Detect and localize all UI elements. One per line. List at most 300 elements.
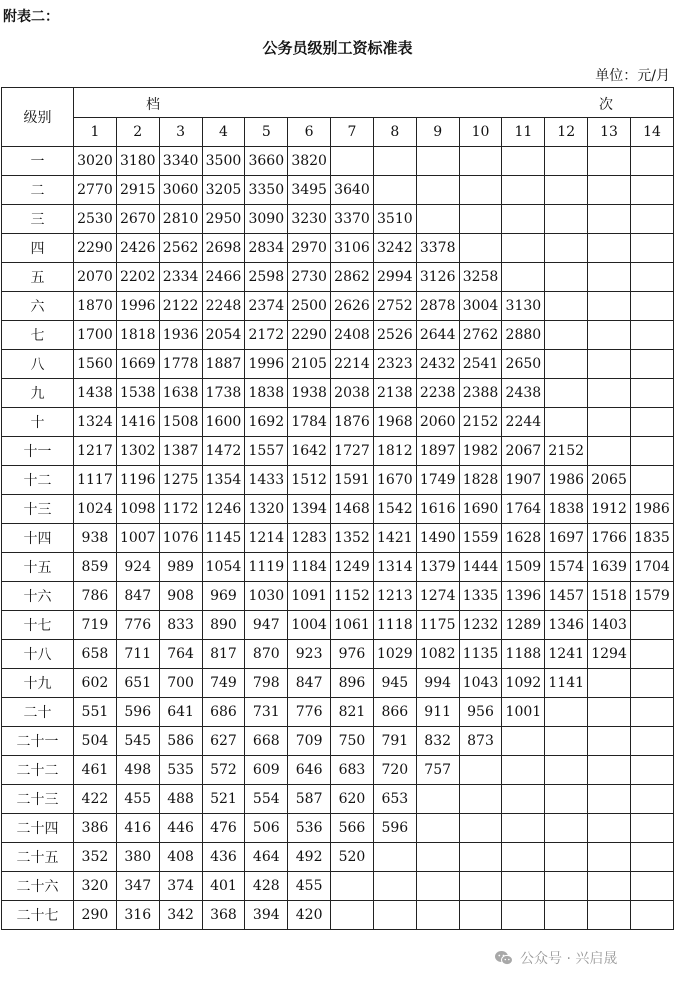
salary-cell xyxy=(502,872,545,901)
step-number-header: 14 xyxy=(630,118,673,147)
salary-cell: 1196 xyxy=(116,466,159,495)
salary-cell: 2054 xyxy=(202,321,245,350)
salary-cell xyxy=(588,292,631,321)
salary-cell: 3242 xyxy=(373,234,416,263)
grade-cell: 三 xyxy=(2,205,74,234)
salary-cell: 1098 xyxy=(116,495,159,524)
salary-cell xyxy=(545,698,588,727)
table-row xyxy=(2,176,674,205)
grade-cell: 十三 xyxy=(2,495,74,524)
table-row xyxy=(2,292,674,321)
salary-cell: 506 xyxy=(245,814,288,843)
grade-cell: 六 xyxy=(2,292,74,321)
salary-cell: 609 xyxy=(245,756,288,785)
salary-cell xyxy=(459,901,502,930)
salary-cell: 521 xyxy=(202,785,245,814)
salary-cell xyxy=(459,814,502,843)
salary-cell: 947 xyxy=(245,611,288,640)
salary-cell: 352 xyxy=(74,843,117,872)
salary-cell xyxy=(545,785,588,814)
salary-cell: 455 xyxy=(288,872,331,901)
salary-cell xyxy=(459,147,502,176)
salary-cell: 2698 xyxy=(202,234,245,263)
salary-cell: 2626 xyxy=(331,292,374,321)
salary-cell: 1870 xyxy=(74,292,117,321)
salary-cell: 566 xyxy=(331,814,374,843)
salary-cell xyxy=(373,147,416,176)
grade-cell: 四 xyxy=(2,234,74,263)
salary-cell: 3510 xyxy=(373,205,416,234)
salary-cell xyxy=(630,437,673,466)
salary-cell xyxy=(630,176,673,205)
salary-cell: 1324 xyxy=(74,408,117,437)
salary-cell: 1887 xyxy=(202,350,245,379)
salary-cell: 3130 xyxy=(502,292,545,321)
table-row xyxy=(2,408,674,437)
salary-cell xyxy=(588,234,631,263)
salary-table xyxy=(1,87,674,930)
table-row xyxy=(2,669,674,698)
salary-cell: 1490 xyxy=(416,524,459,553)
steps-group-header xyxy=(74,88,674,118)
salary-cell: 401 xyxy=(202,872,245,901)
salary-cell xyxy=(630,147,673,176)
salary-cell: 859 xyxy=(74,553,117,582)
salary-cell xyxy=(588,785,631,814)
salary-cell: 1172 xyxy=(159,495,202,524)
step-number-header: 7 xyxy=(331,118,374,147)
salary-cell: 620 xyxy=(331,785,374,814)
table-row xyxy=(2,756,674,785)
salary-cell: 1912 xyxy=(588,495,631,524)
table-row xyxy=(2,524,674,553)
salary-cell: 2834 xyxy=(245,234,288,263)
salary-cell: 380 xyxy=(116,843,159,872)
salary-cell xyxy=(502,263,545,292)
salary-cell: 686 xyxy=(202,698,245,727)
salary-cell: 2172 xyxy=(245,321,288,350)
salary-cell: 1061 xyxy=(331,611,374,640)
salary-cell: 1616 xyxy=(416,495,459,524)
salary-cell: 1394 xyxy=(288,495,331,524)
salary-cell: 1639 xyxy=(588,553,631,582)
salary-cell: 492 xyxy=(288,843,331,872)
salary-cell xyxy=(545,756,588,785)
salary-cell: 535 xyxy=(159,756,202,785)
salary-cell: 923 xyxy=(288,640,331,669)
salary-cell: 711 xyxy=(116,640,159,669)
salary-cell xyxy=(630,611,673,640)
salary-cell: 1628 xyxy=(502,524,545,553)
salary-cell xyxy=(630,872,673,901)
salary-cell xyxy=(331,872,374,901)
salary-cell: 2438 xyxy=(502,379,545,408)
salary-cell xyxy=(630,379,673,408)
salary-cell: 3258 xyxy=(459,263,502,292)
salary-cell: 3126 xyxy=(416,263,459,292)
salary-cell xyxy=(331,901,374,930)
salary-cell: 408 xyxy=(159,843,202,872)
table-row xyxy=(2,350,674,379)
grade-cell: 八 xyxy=(2,350,74,379)
salary-cell: 394 xyxy=(245,901,288,930)
salary-cell xyxy=(545,727,588,756)
grade-cell: 十一 xyxy=(2,437,74,466)
salary-cell xyxy=(588,147,631,176)
salary-cell: 641 xyxy=(159,698,202,727)
step-number-header: 4 xyxy=(202,118,245,147)
salary-cell: 2878 xyxy=(416,292,459,321)
salary-cell xyxy=(545,379,588,408)
salary-cell: 1818 xyxy=(116,321,159,350)
step-number-header: 11 xyxy=(502,118,545,147)
step-number-header: 1 xyxy=(74,118,117,147)
salary-cell: 386 xyxy=(74,814,117,843)
salary-cell: 1092 xyxy=(502,669,545,698)
salary-cell: 1289 xyxy=(502,611,545,640)
salary-cell: 791 xyxy=(373,727,416,756)
salary-cell xyxy=(588,814,631,843)
salary-cell: 1421 xyxy=(373,524,416,553)
salary-cell xyxy=(545,147,588,176)
grade-cell: 二十四 xyxy=(2,814,74,843)
salary-cell: 1574 xyxy=(545,553,588,582)
salary-cell: 602 xyxy=(74,669,117,698)
salary-cell xyxy=(545,350,588,379)
salary-cell: 908 xyxy=(159,582,202,611)
salary-cell xyxy=(416,785,459,814)
salary-cell: 3350 xyxy=(245,176,288,205)
salary-cell xyxy=(630,408,673,437)
step-number-header: 10 xyxy=(459,118,502,147)
salary-cell: 2060 xyxy=(416,408,459,437)
salary-cell: 757 xyxy=(416,756,459,785)
salary-cell: 2730 xyxy=(288,263,331,292)
salary-cell: 709 xyxy=(288,727,331,756)
salary-cell: 821 xyxy=(331,698,374,727)
salary-cell: 1076 xyxy=(159,524,202,553)
salary-cell: 653 xyxy=(373,785,416,814)
salary-cell: 1091 xyxy=(288,582,331,611)
salary-cell: 2038 xyxy=(331,379,374,408)
salary-cell: 1232 xyxy=(459,611,502,640)
salary-cell: 1004 xyxy=(288,611,331,640)
salary-cell: 833 xyxy=(159,611,202,640)
salary-cell: 1542 xyxy=(373,495,416,524)
salary-cell: 1213 xyxy=(373,582,416,611)
salary-cell: 2950 xyxy=(202,205,245,234)
salary-cell: 3230 xyxy=(288,205,331,234)
salary-cell: 896 xyxy=(331,669,374,698)
salary-cell: 1784 xyxy=(288,408,331,437)
salary-cell: 3180 xyxy=(116,147,159,176)
salary-cell: 1468 xyxy=(331,495,374,524)
salary-cell xyxy=(459,176,502,205)
salary-cell: 847 xyxy=(288,669,331,698)
salary-cell: 969 xyxy=(202,582,245,611)
salary-cell xyxy=(630,727,673,756)
salary-cell xyxy=(630,698,673,727)
table-row xyxy=(2,727,674,756)
step-number-header: 12 xyxy=(545,118,588,147)
salary-cell xyxy=(588,350,631,379)
salary-cell: 2770 xyxy=(74,176,117,205)
salary-cell: 2644 xyxy=(416,321,459,350)
salary-cell: 551 xyxy=(74,698,117,727)
salary-cell: 945 xyxy=(373,669,416,698)
grade-cell: 七 xyxy=(2,321,74,350)
salary-cell: 847 xyxy=(116,582,159,611)
salary-cell xyxy=(545,872,588,901)
salary-cell: 1876 xyxy=(331,408,374,437)
salary-cell xyxy=(502,756,545,785)
salary-cell xyxy=(416,814,459,843)
salary-cell: 1275 xyxy=(159,466,202,495)
salary-cell: 1472 xyxy=(202,437,245,466)
salary-cell: 976 xyxy=(331,640,374,669)
salary-cell: 1379 xyxy=(416,553,459,582)
salary-cell: 416 xyxy=(116,814,159,843)
salary-cell: 2152 xyxy=(459,408,502,437)
salary-cell: 1700 xyxy=(74,321,117,350)
grade-cell: 十七 xyxy=(2,611,74,640)
salary-cell: 2070 xyxy=(74,263,117,292)
salary-cell xyxy=(545,234,588,263)
salary-cell: 1117 xyxy=(74,466,117,495)
salary-cell: 2334 xyxy=(159,263,202,292)
table-row xyxy=(2,466,674,495)
salary-cell: 3500 xyxy=(202,147,245,176)
grade-cell: 二 xyxy=(2,176,74,205)
salary-cell: 2065 xyxy=(588,466,631,495)
salary-cell xyxy=(459,843,502,872)
salary-cell: 2067 xyxy=(502,437,545,466)
salary-cell: 2970 xyxy=(288,234,331,263)
salary-cell: 316 xyxy=(116,901,159,930)
table-row xyxy=(2,582,674,611)
grade-cell: 二十七 xyxy=(2,901,74,930)
salary-cell: 3495 xyxy=(288,176,331,205)
salary-cell xyxy=(416,872,459,901)
salary-cell: 1184 xyxy=(288,553,331,582)
salary-cell: 1508 xyxy=(159,408,202,437)
salary-cell: 1591 xyxy=(331,466,374,495)
salary-cell xyxy=(545,408,588,437)
grade-cell: 一 xyxy=(2,147,74,176)
salary-cell: 658 xyxy=(74,640,117,669)
step-number-header: 5 xyxy=(245,118,288,147)
salary-cell: 2762 xyxy=(459,321,502,350)
salary-cell: 1029 xyxy=(373,640,416,669)
table-row xyxy=(2,437,674,466)
salary-cell xyxy=(588,408,631,437)
grade-cell: 二十二 xyxy=(2,756,74,785)
salary-cell: 2598 xyxy=(245,263,288,292)
grade-cell: 十九 xyxy=(2,669,74,698)
salary-cell: 1838 xyxy=(245,379,288,408)
step-number-header: 2 xyxy=(116,118,159,147)
salary-cell xyxy=(502,205,545,234)
salary-cell xyxy=(459,872,502,901)
table-row xyxy=(2,553,674,582)
document-title: 公务员级别工资标准表 xyxy=(262,39,413,57)
salary-cell: 1986 xyxy=(545,466,588,495)
salary-cell: 455 xyxy=(116,785,159,814)
salary-cell: 2530 xyxy=(74,205,117,234)
salary-cell: 2214 xyxy=(331,350,374,379)
table-row xyxy=(2,640,674,669)
salary-cell: 1778 xyxy=(159,350,202,379)
salary-cell: 2426 xyxy=(116,234,159,263)
salary-cell: 627 xyxy=(202,727,245,756)
salary-cell: 731 xyxy=(245,698,288,727)
salary-cell: 2466 xyxy=(202,263,245,292)
salary-cell: 2880 xyxy=(502,321,545,350)
salary-cell: 1433 xyxy=(245,466,288,495)
salary-cell xyxy=(588,176,631,205)
salary-cell xyxy=(630,756,673,785)
salary-cell: 536 xyxy=(288,814,331,843)
salary-cell xyxy=(630,292,673,321)
salary-cell: 420 xyxy=(288,901,331,930)
salary-cell: 2388 xyxy=(459,379,502,408)
salary-cell xyxy=(373,176,416,205)
salary-cell: 890 xyxy=(202,611,245,640)
salary-cell xyxy=(373,843,416,872)
salary-cell: 1354 xyxy=(202,466,245,495)
salary-cell xyxy=(502,176,545,205)
salary-cell: 596 xyxy=(116,698,159,727)
salary-cell: 798 xyxy=(245,669,288,698)
salary-cell: 476 xyxy=(202,814,245,843)
watermark xyxy=(494,948,617,968)
salary-cell: 1509 xyxy=(502,553,545,582)
salary-cell: 956 xyxy=(459,698,502,727)
table-row xyxy=(2,147,674,176)
salary-cell xyxy=(630,640,673,669)
salary-cell xyxy=(416,205,459,234)
salary-cell xyxy=(545,176,588,205)
salary-cell: 1600 xyxy=(202,408,245,437)
grade-cell: 十八 xyxy=(2,640,74,669)
salary-cell xyxy=(630,785,673,814)
grade-cell: 二十五 xyxy=(2,843,74,872)
salary-cell: 1968 xyxy=(373,408,416,437)
salary-cell: 2290 xyxy=(288,321,331,350)
salary-cell: 3004 xyxy=(459,292,502,321)
salary-cell: 1518 xyxy=(588,582,631,611)
salary-cell xyxy=(588,379,631,408)
salary-cell: 668 xyxy=(245,727,288,756)
table-row xyxy=(2,379,674,408)
salary-cell: 2122 xyxy=(159,292,202,321)
salary-cell xyxy=(545,321,588,350)
grade-cell: 二十六 xyxy=(2,872,74,901)
step-number-header: 13 xyxy=(588,118,631,147)
salary-cell xyxy=(588,263,631,292)
salary-cell: 572 xyxy=(202,756,245,785)
grade-cell: 二十 xyxy=(2,698,74,727)
salary-cell: 2915 xyxy=(116,176,159,205)
salary-cell xyxy=(630,843,673,872)
salary-cell: 870 xyxy=(245,640,288,669)
salary-cell xyxy=(416,147,459,176)
salary-cell: 596 xyxy=(373,814,416,843)
salary-cell: 1642 xyxy=(288,437,331,466)
salary-cell: 1007 xyxy=(116,524,159,553)
salary-cell: 1283 xyxy=(288,524,331,553)
salary-cell xyxy=(502,727,545,756)
salary-cell xyxy=(630,263,673,292)
salary-cell: 1119 xyxy=(245,553,288,582)
salary-cell: 520 xyxy=(331,843,374,872)
salary-cell: 1387 xyxy=(159,437,202,466)
salary-cell xyxy=(373,872,416,901)
salary-cell: 1727 xyxy=(331,437,374,466)
grade-cell: 九 xyxy=(2,379,74,408)
salary-cell: 1188 xyxy=(502,640,545,669)
salary-cell: 1982 xyxy=(459,437,502,466)
salary-cell: 1135 xyxy=(459,640,502,669)
salary-cell: 1438 xyxy=(74,379,117,408)
salary-cell: 1082 xyxy=(416,640,459,669)
salary-cell: 347 xyxy=(116,872,159,901)
salary-cell: 776 xyxy=(288,698,331,727)
salary-cell xyxy=(588,901,631,930)
salary-cell xyxy=(588,698,631,727)
salary-cell: 1996 xyxy=(116,292,159,321)
salary-cell: 2290 xyxy=(74,234,117,263)
appendix-label: 附表二： xyxy=(3,9,59,25)
salary-cell xyxy=(502,234,545,263)
salary-cell: 3660 xyxy=(245,147,288,176)
steps-label-right: 次 xyxy=(599,97,613,113)
wechat-icon xyxy=(494,950,514,966)
salary-cell xyxy=(459,205,502,234)
grade-cell: 十五 xyxy=(2,553,74,582)
table-row xyxy=(2,814,674,843)
salary-cell: 2541 xyxy=(459,350,502,379)
table-row xyxy=(2,205,674,234)
salary-cell: 2408 xyxy=(331,321,374,350)
salary-cell: 1217 xyxy=(74,437,117,466)
salary-cell: 3020 xyxy=(74,147,117,176)
salary-cell: 498 xyxy=(116,756,159,785)
table-row xyxy=(2,843,674,872)
salary-cell: 786 xyxy=(74,582,117,611)
salary-cell xyxy=(630,205,673,234)
salary-cell xyxy=(416,901,459,930)
grade-cell: 二十一 xyxy=(2,727,74,756)
salary-cell: 646 xyxy=(288,756,331,785)
salary-cell: 2238 xyxy=(416,379,459,408)
salary-cell xyxy=(630,814,673,843)
table-row xyxy=(2,234,674,263)
salary-cell: 1352 xyxy=(331,524,374,553)
salary-cell: 461 xyxy=(74,756,117,785)
salary-cell: 1054 xyxy=(202,553,245,582)
salary-cell: 749 xyxy=(202,669,245,698)
table-row xyxy=(2,263,674,292)
salary-cell: 504 xyxy=(74,727,117,756)
salary-cell: 1579 xyxy=(630,582,673,611)
table-row xyxy=(2,901,674,930)
salary-cell: 1697 xyxy=(545,524,588,553)
step-number-header: 6 xyxy=(288,118,331,147)
salary-cell: 1938 xyxy=(288,379,331,408)
salary-cell xyxy=(545,901,588,930)
salary-cell: 911 xyxy=(416,698,459,727)
